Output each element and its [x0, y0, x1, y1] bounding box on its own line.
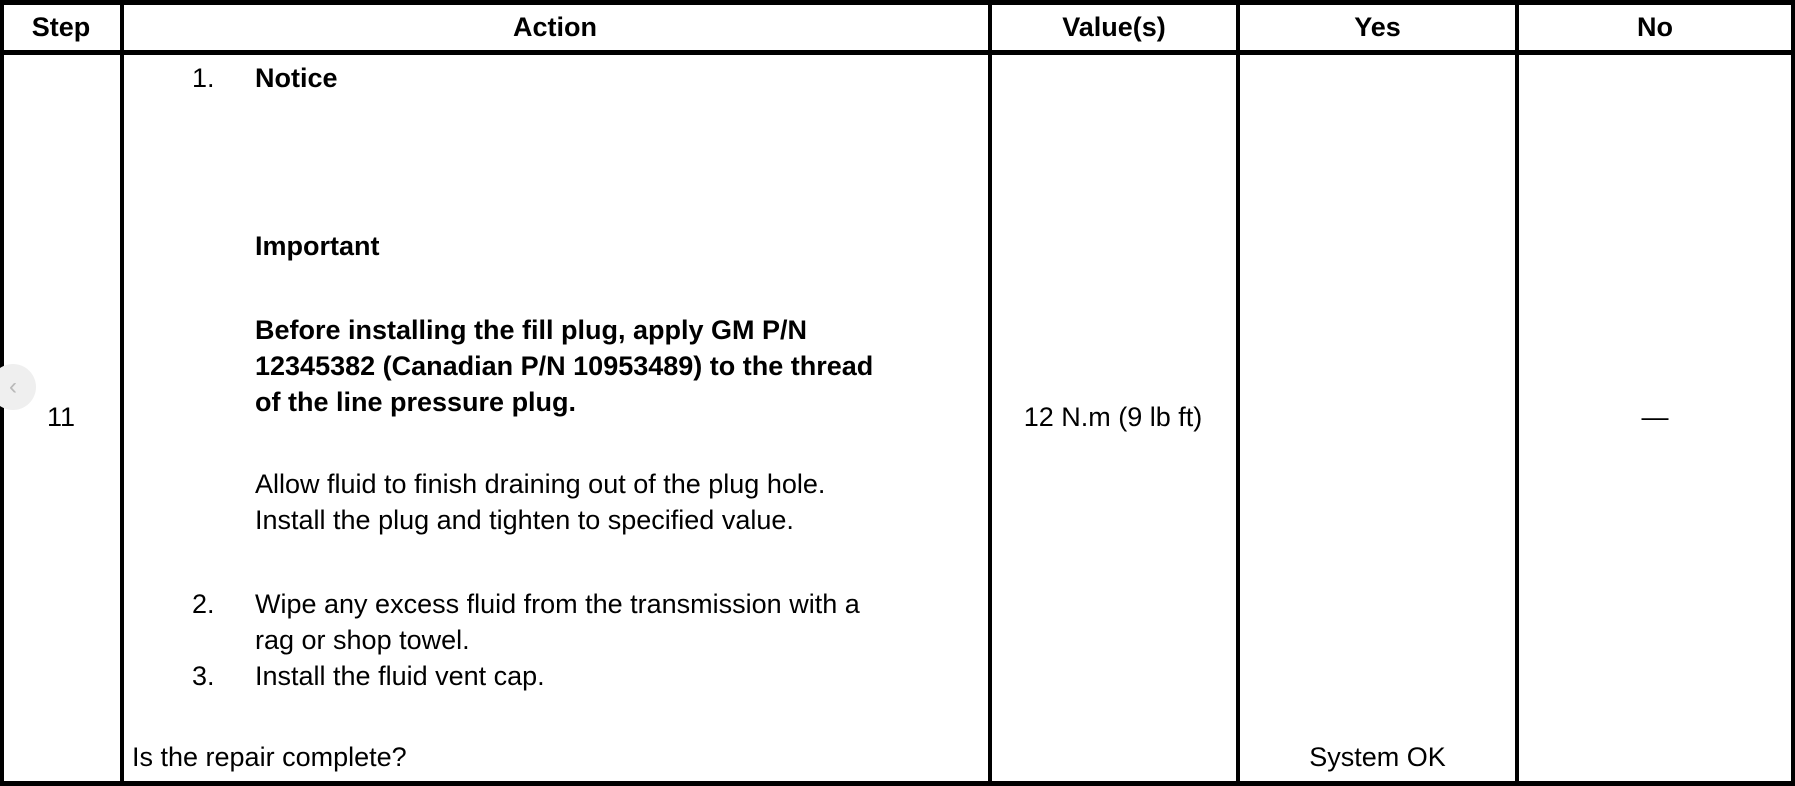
list-item-number: 2. — [192, 589, 215, 619]
item-3-text: Install the fluid vent cap. — [255, 661, 545, 691]
header-action: Action — [513, 11, 597, 42]
important-text-line-3: of the line pressure plug. — [255, 387, 577, 417]
table-right-border — [1791, 0, 1795, 786]
header-step: Step — [31, 11, 91, 42]
chevron-left-icon: ‹ — [9, 373, 17, 400]
yes-result: System OK — [1309, 742, 1446, 772]
repair-question: Is the repair complete? — [132, 742, 407, 772]
torque-value: 12 N.m (9 lb ft) — [1023, 402, 1203, 432]
no-result: — — [1641, 402, 1669, 432]
item-2-line-2: rag or shop towel. — [255, 625, 470, 655]
header-no: No — [1637, 11, 1673, 42]
notice-label: Notice — [255, 63, 338, 93]
instruction-line-2: Install the plug and tighten to specified value. — [255, 505, 794, 535]
col-divider-yes — [1515, 0, 1519, 786]
col-divider-action — [988, 0, 992, 786]
header-values: Value(s) — [1062, 11, 1166, 42]
action-cell — [122, 54, 988, 784]
important-text-line-2: 12345382 (Canadian P/N 10953489) to the thread — [255, 351, 874, 381]
important-text-line-1: Before installing the fill plug, apply GM P/N — [255, 315, 808, 345]
list-item-number: 3. — [192, 661, 215, 691]
important-label: Important — [255, 231, 380, 261]
header-yes: Yes — [1354, 11, 1401, 42]
instruction-line-1: Allow fluid to finish draining out of the plug hole. — [255, 469, 826, 499]
item-2-line-1: Wipe any excess fluid from the transmission with a — [255, 589, 860, 619]
col-divider-value — [1236, 0, 1240, 786]
list-item-number: 1. — [192, 63, 215, 93]
step-number: 11 — [46, 402, 76, 432]
